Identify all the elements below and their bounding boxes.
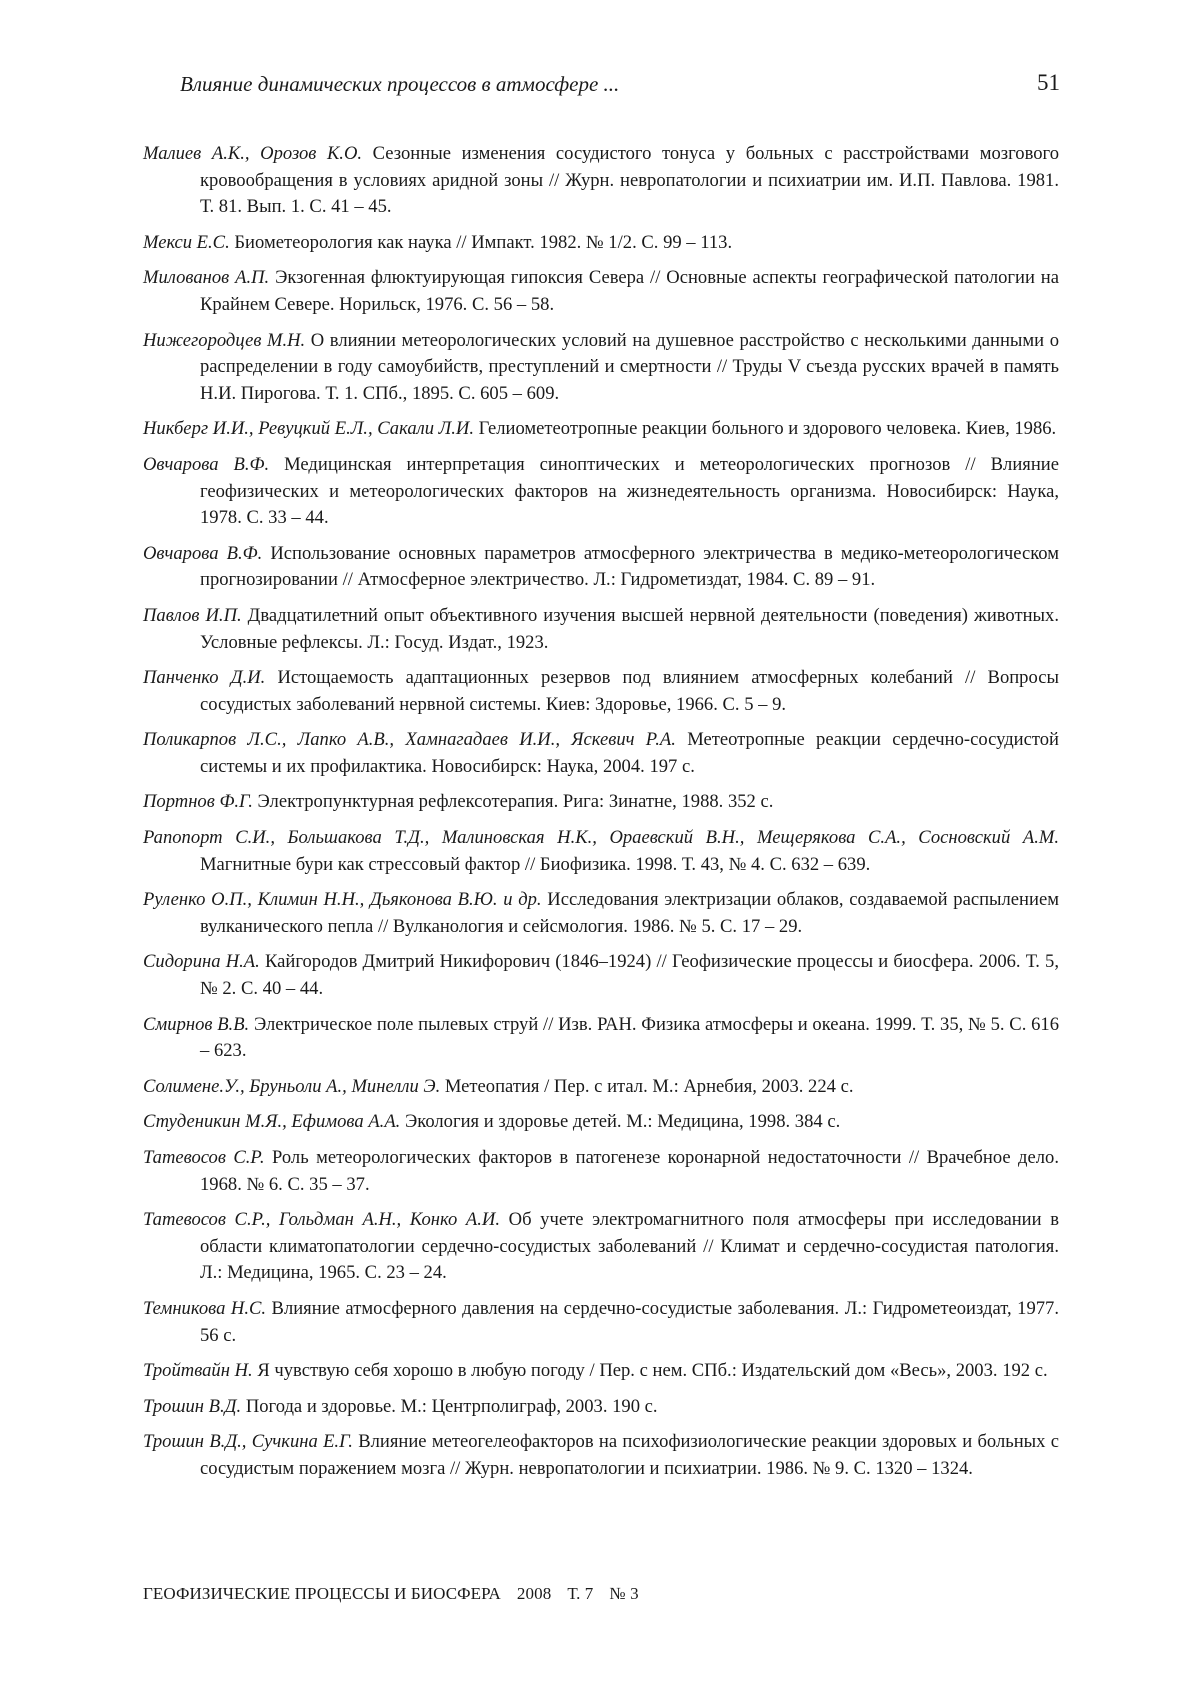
- reference-authors: Нижегородцев М.Н.: [143, 329, 306, 351]
- reference-text: Магнитные бури как стрессовый фактор // Биофизика. 1998. Т. 43, № 4. С. 632 – 639.: [200, 853, 871, 875]
- reference-entry: [143, 541, 1059, 594]
- reference-text: Гелиометеотропные реакции больного и здорового человека. Киев, 1986.: [473, 418, 1057, 440]
- reference-authors: Темникова Н.С.: [143, 1297, 267, 1319]
- reference-authors: Сидорина Н.А.: [143, 951, 260, 973]
- reference-authors: Овчарова В.Ф.: [143, 453, 270, 475]
- reference-authors: Студеникин М.Я., Ефимова А.А.: [143, 1111, 401, 1133]
- reference-authors: Портнов Ф.Г.: [143, 791, 253, 813]
- reference-entry: [143, 727, 1059, 780]
- reference-entry: [143, 949, 1059, 1002]
- reference-authors: Овчарова В.Ф.: [143, 542, 263, 564]
- reference-entry: [143, 665, 1059, 718]
- reference-entry: [143, 1394, 1059, 1421]
- reference-authors: Трошин В.Д., Сучкина Е.Г.: [143, 1431, 353, 1453]
- footer-volume: Т. 7: [567, 1584, 594, 1603]
- reference-entry: [143, 1429, 1059, 1482]
- reference-entry: [143, 825, 1059, 878]
- reference-text: Погода и здоровье. М.: Центрполиграф, 2003. 190 с.: [241, 1395, 658, 1417]
- reference-authors: Милованов А.П.: [143, 267, 270, 289]
- reference-entry: [143, 1296, 1059, 1349]
- reference-authors: Татевосов С.Р., Гольдман А.Н., Конко А.И.: [143, 1209, 501, 1231]
- reference-text: О влиянии метеорологических условий на душевное расстройство с несколькими данными о распределении в году самоубийств, преступлений и смертности // Труды V съезда русских врачей в память Н.И. Пирогова. Т. 1. СПб., 1895. С. 605 – 609.: [200, 329, 1060, 404]
- reference-text: Использование основных параметров атмосферного электричества в медико-метеорологическом прогнозировании // Атмосферное электричество. Л.: Гидрометиздат, 1984. С. 89 – 91.: [200, 542, 1059, 591]
- reference-list: [143, 141, 1059, 1492]
- reference-entry: [143, 1074, 1059, 1101]
- reference-text: Влияние атмосферного давления на сердечно-сосудистые заболевания. Л.: Гидрометеоиздат, 1977. 56 с.: [200, 1297, 1059, 1346]
- journal-footer: [143, 1584, 655, 1604]
- reference-authors: Тройтвайн Н.: [143, 1360, 253, 1382]
- footer-year: 2008: [516, 1584, 552, 1603]
- reference-text: Метеопатия / Пер. с итал. М.: Арнебия, 2003. 224 с.: [440, 1075, 854, 1097]
- reference-entry: [143, 230, 1059, 257]
- reference-entry: [143, 141, 1059, 221]
- reference-entry: [143, 1012, 1059, 1065]
- reference-entry: [143, 416, 1059, 443]
- reference-authors: Мекси Е.С.: [143, 231, 230, 253]
- reference-entry: [143, 1358, 1059, 1385]
- reference-text: Я чувствую себя хорошо в любую погоду / Пер. с нем. СПб.: Издательский дом «Весь», 2003. 192 с.: [252, 1360, 1048, 1382]
- reference-entry: [143, 1145, 1059, 1198]
- reference-text: Истощаемость адаптационных резервов под влиянием атмосферных колебаний // Вопросы сосудистых заболеваний нервной системы. Киев: Здоровье, 1966. С. 5 – 9.: [200, 667, 1059, 715]
- reference-authors: Татевосов С.Р.: [143, 1147, 265, 1168]
- reference-authors: Солимене.У., Бруньоли А., Минелли Э.: [143, 1075, 441, 1097]
- reference-text: Двадцатилетний опыт объективного изучения высшей нервной деятельности (поведения) животных. Условные рефлексы. Л.: Госуд. Издат., 1923.: [200, 604, 1059, 653]
- reference-authors: Смирнов В.В.: [143, 1013, 250, 1035]
- reference-text: Кайгородов Дмитрий Никифорович (1846–1924) // Геофизические процессы и биосфера. 2006. Т. 5, № 2. С. 40 – 44.: [200, 951, 1059, 1000]
- reference-entry: [143, 1207, 1059, 1287]
- reference-entry: [143, 265, 1059, 318]
- reference-text: Электрическое поле пылевых струй // Изв. РАН. Физика атмосферы и океана. 1999. Т. 35, № 5. С. 616 – 623.: [200, 1013, 1059, 1062]
- reference-authors: Поликарпов Л.С., Лапко А.В., Хамнагадаев И.И., Яскевич Р.А.: [143, 729, 676, 751]
- reference-authors: Трошин В.Д.: [143, 1395, 242, 1417]
- reference-text: Электропунктурная рефлексотерапия. Рига: Зинатне, 1988. 352 с.: [252, 791, 774, 813]
- reference-authors: Панченко Д.И.: [143, 667, 266, 689]
- reference-text: Влияние метеогелеофакторов на психофизиологические реакции здоровых и больных с сосудистым поражением мозга // Журн. невропатологии и психиатрии. 1986. № 9. С. 1320 – 1324.: [200, 1431, 1059, 1479]
- page-number: 51: [1037, 70, 1060, 95]
- reference-text: Биометеорология как наука // Импакт. 1982. № 1/2. С. 99 – 113.: [229, 231, 733, 253]
- reference-authors: Руленко О.П., Климин Н.Н., Дьяконова В.Ю. и др.: [143, 889, 542, 911]
- running-title: Влияние динамических процессов в атмосфере ...: [180, 72, 620, 96]
- reference-text: Метеотропные реакции сердечно-сосудистой системы и их профилактика. Новосибирск: Наука, 2004. 197 с.: [200, 729, 1060, 777]
- reference-text: Экология и здоровье детей. М.: Медицина, 1998. 384 с.: [400, 1111, 841, 1133]
- footer-journal: ГЕОФИЗИЧЕСКИЕ ПРОЦЕССЫ И БИОСФЕРА: [143, 1584, 501, 1603]
- running-head: [180, 72, 1060, 102]
- reference-text: Экзогенная флюктуирующая гипоксия Севера // Основные аспекты географической патологии на Крайнем Севере. Норильск, 1976. С. 56 – 58.: [200, 267, 1059, 315]
- reference-entry: [143, 603, 1059, 656]
- reference-authors: Никберг И.И., Ревуцкий Е.Л., Сакали Л.И.: [143, 418, 474, 440]
- reference-text: Медицинская интерпретация синоптических и метеорологических прогнозов // Влияние геофизических и метеорологических факторов на жизнедеятельность организма. Новосибирск: Наука, 1978. С. 33 – 44.: [200, 453, 1059, 529]
- reference-text: Роль метеорологических факторов в патогенезе коронарной недостаточности // Врачебное дело. 1968. № 6. С. 35 – 37.: [200, 1147, 1059, 1195]
- reference-entry: [143, 328, 1059, 408]
- reference-authors: Малиев А.К., Орозов К.О.: [143, 143, 363, 164]
- footer-issue: № 3: [609, 1584, 639, 1603]
- reference-text: Исследования электризации облаков, создаваемой распылением вулканического пепла // Вулканология и сейсмология. 1986. № 5. С. 17 – 29.: [200, 889, 1059, 937]
- reference-entry: [143, 1109, 1059, 1136]
- reference-entry: [143, 887, 1059, 940]
- reference-entry: [143, 452, 1059, 532]
- reference-entry: [143, 789, 1059, 816]
- reference-authors: Рапопорт С.И., Большакова Т.Д., Малиновская Н.К., Ораевский В.Н., Мещерякова С.А., Сосновский А.М.: [143, 827, 1059, 849]
- reference-text: Об учете электромагнитного поля атмосферы при исследовании в области климатопатологии сердечно-сосудистых заболеваний // Климат и сердечно-сосудистая патология. Л.: Медицина, 1965. С. 23 – 24.: [200, 1209, 1059, 1284]
- reference-text: Сезонные изменения сосудистого тонуса у больных с расстройствами мозгового кровообращения в условиях аридной зоны // Журн. невропатологии и психиатрии им. И.П. Павлова. 1981. Т. 81. Вып. 1. С. 41 – 45.: [200, 143, 1059, 218]
- reference-authors: Павлов И.П.: [143, 604, 242, 626]
